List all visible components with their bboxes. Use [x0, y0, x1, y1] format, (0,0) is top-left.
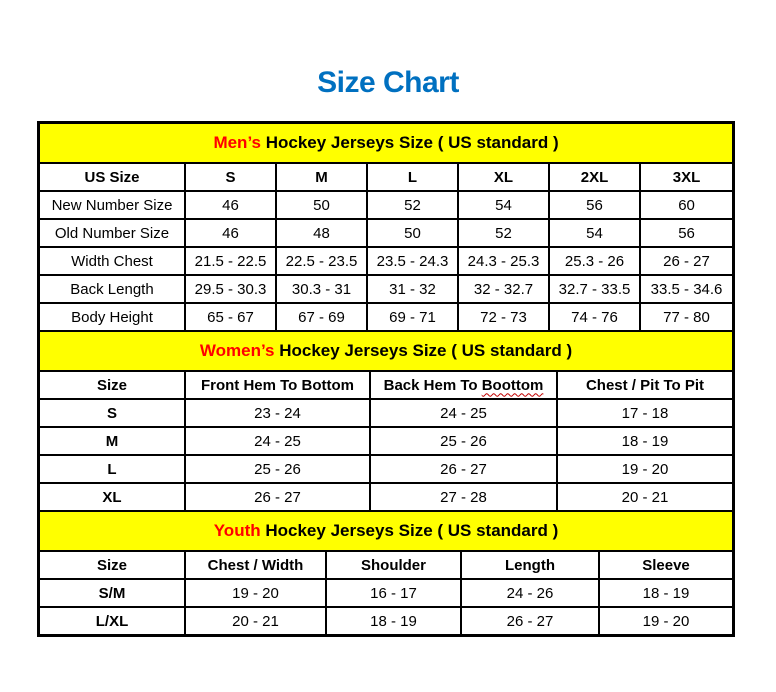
youth-column-header-row — [40, 551, 732, 579]
size-cell: 31 - 32 — [367, 275, 458, 303]
size-cell: 52 — [367, 191, 458, 219]
size-cell: 50 — [367, 219, 458, 247]
size-cell: 69 - 71 — [367, 303, 458, 330]
size-cell: 33.5 - 34.6 — [640, 275, 732, 303]
size-cell: 46 — [185, 191, 276, 219]
row-label: L — [40, 455, 185, 483]
size-cell: 25 - 26 — [370, 427, 557, 455]
womens-section — [40, 330, 732, 510]
size-cell: 46 — [185, 219, 276, 247]
size-cell: 18 - 19 — [557, 427, 732, 455]
size-cell: 22.5 - 23.5 — [276, 247, 367, 275]
row-label: Body Height — [40, 303, 185, 330]
youth-section-title — [40, 512, 732, 551]
size-cell: 56 — [549, 191, 640, 219]
column-header: Shoulder — [326, 551, 461, 579]
row-label: New Number Size — [40, 191, 185, 219]
column-header: 3XL — [640, 163, 732, 191]
womens-title-rest: Hockey Jerseys Size ( US standard ) — [274, 341, 573, 360]
table-row — [40, 275, 732, 303]
table-row — [40, 219, 732, 247]
mens-section-title — [40, 124, 732, 163]
table-row — [40, 191, 732, 219]
column-header: Size — [40, 551, 185, 579]
womens-table — [40, 332, 732, 510]
size-cell: 60 — [640, 191, 732, 219]
column-header: Length — [461, 551, 599, 579]
mens-column-header-row — [40, 163, 732, 191]
mens-section-header-row — [40, 124, 732, 163]
misspelled-word: Boottom — [481, 376, 544, 394]
size-cell: 54 — [549, 219, 640, 247]
size-chart-tables — [37, 121, 735, 637]
size-cell: 52 — [458, 219, 549, 247]
row-label: S/M — [40, 579, 185, 607]
column-header: XL — [458, 163, 549, 191]
size-cell: 21.5 - 22.5 — [185, 247, 276, 275]
size-cell: 74 - 76 — [549, 303, 640, 330]
size-cell: 17 - 18 — [557, 399, 732, 427]
column-header — [370, 371, 557, 399]
youth-section — [40, 510, 732, 634]
size-cell: 24 - 25 — [370, 399, 557, 427]
row-label: Back Length — [40, 275, 185, 303]
womens-title-highlight: Women’s — [199, 341, 275, 360]
column-header: Chest / Pit To Pit — [557, 371, 732, 399]
row-label: XL — [40, 483, 185, 510]
column-header: M — [276, 163, 367, 191]
mens-section — [40, 124, 732, 330]
size-cell: 32 - 32.7 — [458, 275, 549, 303]
size-cell: 25 - 26 — [185, 455, 370, 483]
size-cell: 16 - 17 — [326, 579, 461, 607]
size-cell: 20 - 21 — [185, 607, 326, 634]
table-row — [40, 607, 732, 634]
size-cell: 24 - 26 — [461, 579, 599, 607]
size-cell: 26 - 27 — [185, 483, 370, 510]
size-cell: 54 — [458, 191, 549, 219]
column-header: Front Hem To Bottom — [185, 371, 370, 399]
mens-table — [40, 124, 732, 330]
size-cell: 24 - 25 — [185, 427, 370, 455]
mens-title-rest: Hockey Jerseys Size ( US standard ) — [260, 133, 559, 152]
row-label: M — [40, 427, 185, 455]
column-header: 2XL — [549, 163, 640, 191]
size-cell: 26 - 27 — [370, 455, 557, 483]
womens-column-header-row — [40, 371, 732, 399]
size-cell: 19 - 20 — [185, 579, 326, 607]
row-label: Old Number Size — [40, 219, 185, 247]
table-row — [40, 427, 732, 455]
youth-title-highlight: Youth — [213, 521, 261, 540]
youth-table — [40, 512, 732, 634]
size-cell: 48 — [276, 219, 367, 247]
column-header-text: Back Hem To — [383, 376, 482, 394]
size-cell: 30.3 - 31 — [276, 275, 367, 303]
column-header: US Size — [40, 163, 185, 191]
size-cell: 19 - 20 — [599, 607, 732, 634]
size-cell: 18 - 19 — [326, 607, 461, 634]
table-row — [40, 247, 732, 275]
table-row — [40, 399, 732, 427]
size-cell: 26 - 27 — [640, 247, 732, 275]
size-cell: 23 - 24 — [185, 399, 370, 427]
size-cell: 29.5 - 30.3 — [185, 275, 276, 303]
column-header: Size — [40, 371, 185, 399]
size-cell: 72 - 73 — [458, 303, 549, 330]
column-header: S — [185, 163, 276, 191]
table-row — [40, 303, 732, 330]
size-cell: 65 - 67 — [185, 303, 276, 330]
size-cell: 25.3 - 26 — [549, 247, 640, 275]
table-row — [40, 455, 732, 483]
size-cell: 20 - 21 — [557, 483, 732, 510]
youth-section-header-row — [40, 512, 732, 551]
size-cell: 67 - 69 — [276, 303, 367, 330]
column-header: Sleeve — [599, 551, 732, 579]
size-cell: 19 - 20 — [557, 455, 732, 483]
size-cell: 23.5 - 24.3 — [367, 247, 458, 275]
size-cell: 32.7 - 33.5 — [549, 275, 640, 303]
womens-section-title — [40, 332, 732, 371]
row-label: S — [40, 399, 185, 427]
youth-title-rest: Hockey Jerseys Size ( US standard ) — [260, 521, 559, 540]
size-cell: 77 - 80 — [640, 303, 732, 330]
size-cell: 50 — [276, 191, 367, 219]
size-cell: 27 - 28 — [370, 483, 557, 510]
table-row — [40, 483, 732, 510]
size-cell: 56 — [640, 219, 732, 247]
column-header: Chest / Width — [185, 551, 326, 579]
page-title: Size Chart — [317, 66, 459, 99]
row-label: Width Chest — [40, 247, 185, 275]
mens-title-highlight: Men’s — [213, 133, 261, 152]
table-row — [40, 579, 732, 607]
column-header: L — [367, 163, 458, 191]
size-cell: 24.3 - 25.3 — [458, 247, 549, 275]
size-cell: 26 - 27 — [461, 607, 599, 634]
row-label: L/XL — [40, 607, 185, 634]
womens-section-header-row — [40, 332, 732, 371]
size-cell: 18 - 19 — [599, 579, 732, 607]
